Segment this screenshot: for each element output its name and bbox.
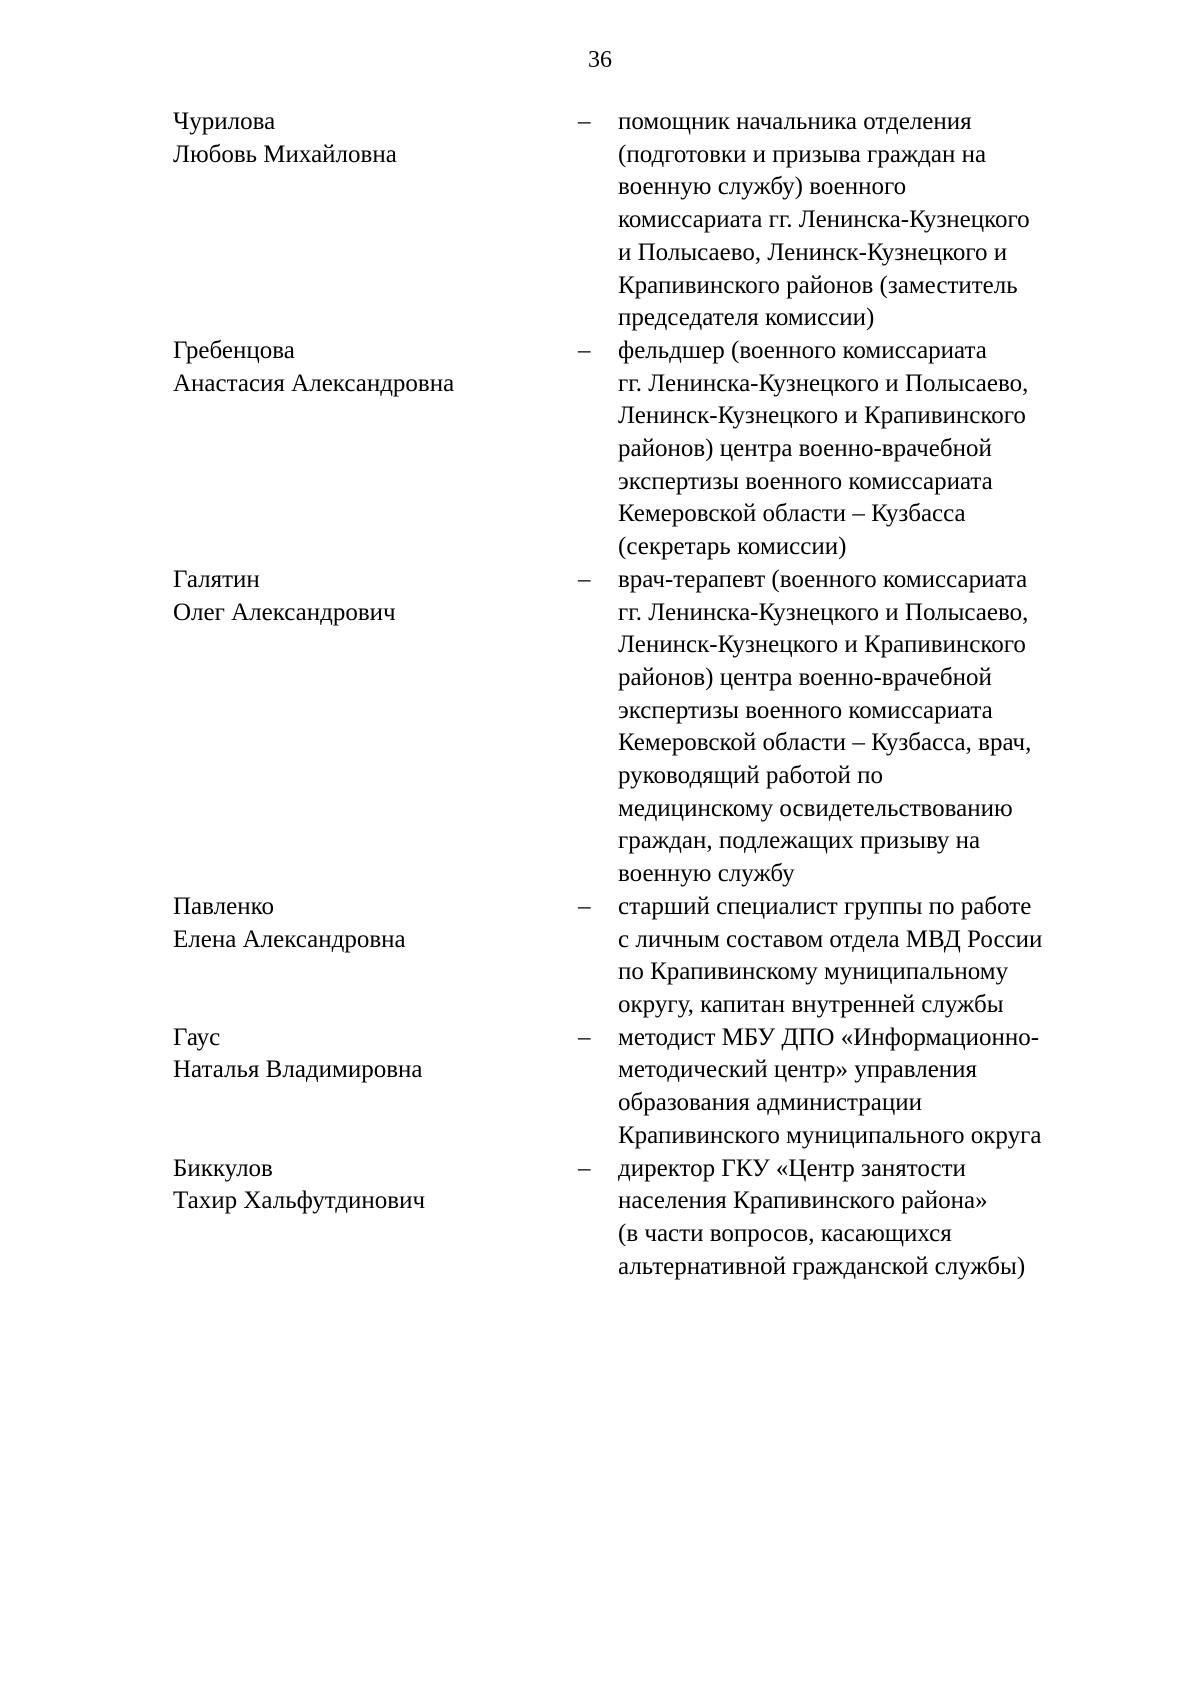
- member-given-names: Любовь Михайловна: [173, 140, 397, 168]
- member-name: [173, 564, 563, 629]
- member-given-names: Елена Александровна: [173, 925, 406, 953]
- role-line: с личным составом отдела МВД России: [618, 925, 1043, 953]
- role-line: Крапивинского районов (заместитель: [618, 271, 1018, 299]
- member-given-names: Олег Александрович: [173, 598, 396, 626]
- role-line: председателя комиссии): [618, 304, 875, 332]
- commission-member-list: [0, 106, 1200, 1283]
- member-surname: Павленко: [173, 892, 274, 920]
- role-line: методист МБУ ДПО «Информационно-: [618, 1023, 1040, 1051]
- member-given-names: Наталья Владимировна: [173, 1056, 423, 1084]
- dash-separator: –: [578, 565, 591, 593]
- role-line: Кемеровской области – Кузбасса: [618, 500, 966, 528]
- role-line: старший специалист группы по работе: [618, 892, 1032, 920]
- role-line: военную службу: [618, 860, 795, 888]
- member-surname: Гребенцова: [173, 336, 295, 364]
- member-role: [618, 335, 1108, 564]
- role-line: врач-терапевт (военного комиссариата: [618, 565, 1028, 593]
- member-name: [173, 1153, 563, 1218]
- dash-separator: –: [578, 892, 591, 920]
- role-line: Кемеровской области – Кузбасса, врач,: [618, 729, 1032, 757]
- role-line: военную службу) военного: [618, 173, 907, 201]
- role-line: Ленинск-Кузнецкого и Крапивинского: [618, 631, 1026, 659]
- member-role: [618, 1022, 1108, 1153]
- role-line: образования администрации: [618, 1089, 922, 1117]
- member-given-names: Анастасия Александровна: [173, 369, 455, 397]
- role-line: методический центр» управления: [618, 1056, 978, 1084]
- role-line: Ленинск-Кузнецкого и Крапивинского: [618, 402, 1026, 430]
- member-entry: [0, 564, 1200, 891]
- role-line: (секретарь комиссии): [618, 533, 847, 561]
- role-line: населения Крапивинского района»: [618, 1187, 988, 1215]
- role-line: альтернативной гражданской службы): [618, 1252, 1026, 1280]
- member-role: [618, 106, 1108, 335]
- dash-separator: –: [578, 336, 591, 364]
- member-surname: Биккулов: [173, 1154, 273, 1182]
- member-surname: Чурилова: [173, 108, 276, 135]
- role-line: (в части вопросов, касающихся: [618, 1219, 952, 1247]
- member-name: [173, 1022, 563, 1087]
- role-line: округу, капитан внутренней службы: [618, 990, 1004, 1018]
- role-line: гг. Ленинска-Кузнецкого и Полысаево,: [618, 598, 1029, 626]
- member-entry: [0, 335, 1200, 564]
- role-line: фельдшер (военного комиссариата: [618, 336, 987, 364]
- role-line: руководящий работой по: [618, 762, 884, 790]
- role-line: (подготовки и призыва граждан на: [618, 140, 987, 168]
- page-number: 36: [588, 47, 612, 73]
- role-line: и Полысаево, Ленинск-Кузнецкого и: [618, 238, 1008, 266]
- dash-separator: –: [578, 108, 591, 135]
- role-line: гг. Ленинска-Кузнецкого и Полысаево,: [618, 369, 1029, 397]
- role-line: Крапивинского муниципального округа: [618, 1121, 1042, 1149]
- role-line: экспертизы военного комиссариата: [618, 696, 993, 724]
- member-entry: [0, 106, 1200, 335]
- role-line: граждан, подлежащих призыву на: [618, 827, 981, 855]
- role-line: по Крапивинскому муниципальному: [618, 958, 1009, 986]
- member-entry: [0, 1153, 1200, 1284]
- dash-separator: –: [578, 1023, 591, 1051]
- dash-separator: –: [578, 1154, 591, 1182]
- member-surname: Гаус: [173, 1023, 221, 1051]
- member-role: [618, 564, 1108, 891]
- role-line: медицинскому освидетельствованию: [618, 794, 1013, 822]
- member-name: [173, 891, 563, 956]
- role-line: районов) центра военно-врачебной: [618, 435, 992, 463]
- member-name: [173, 106, 563, 171]
- member-given-names: Тахир Хальфутдинович: [173, 1187, 426, 1215]
- role-line: директор ГКУ «Центр занятости: [618, 1154, 966, 1182]
- member-entry: [0, 1022, 1200, 1153]
- member-surname: Галятин: [173, 565, 260, 593]
- role-line: помощник начальника отделения: [618, 108, 972, 135]
- member-role: [618, 1153, 1108, 1284]
- member-entry: [0, 891, 1200, 1022]
- role-line: экспертизы военного комиссариата: [618, 467, 993, 495]
- role-line: районов) центра военно-врачебной: [618, 663, 992, 691]
- member-role: [618, 891, 1108, 1022]
- role-line: комиссариата гг. Ленинска-Кузнецкого: [618, 206, 1030, 234]
- member-name: [173, 335, 563, 400]
